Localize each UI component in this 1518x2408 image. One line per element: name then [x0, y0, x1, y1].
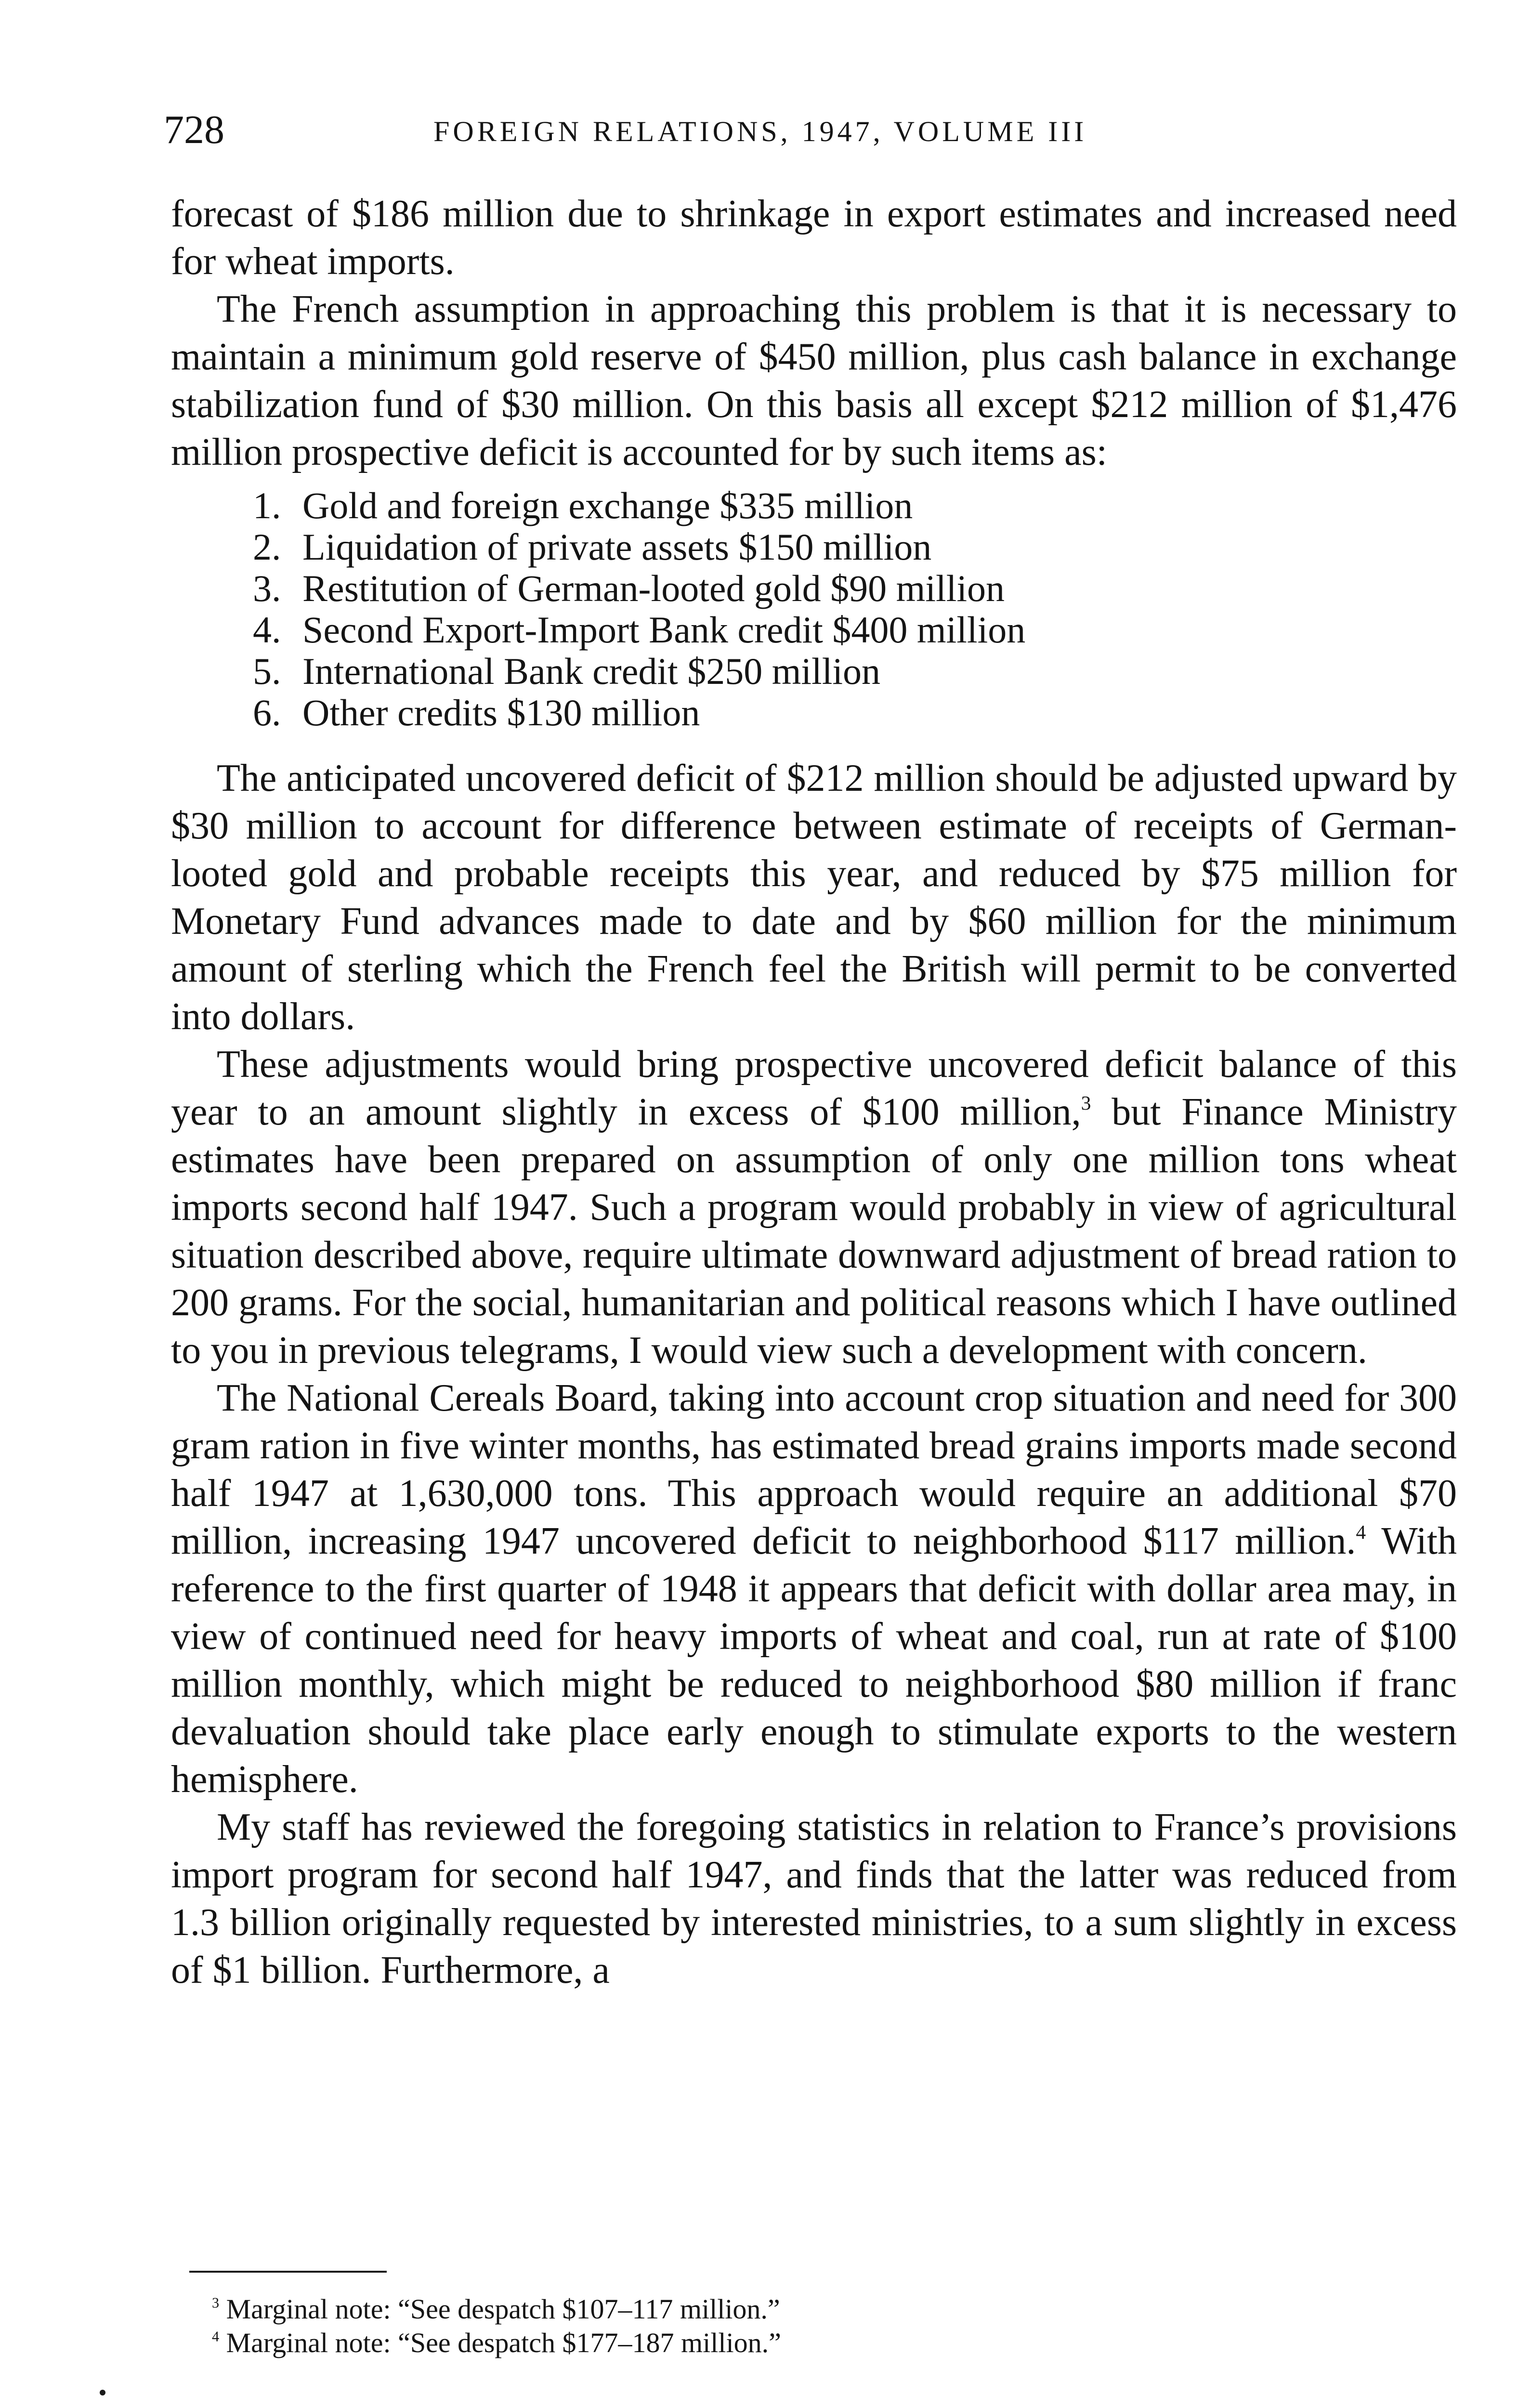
list-item	[253, 692, 1457, 733]
footnote-marker: 3	[212, 2294, 220, 2311]
list-item	[253, 651, 1457, 692]
list-item-number: 3.	[253, 567, 281, 609]
list-item-text: Other credits $130 million	[302, 692, 700, 733]
footnote-text: Marginal note: “See despatch $107–117 million.”	[226, 2293, 780, 2325]
list-item	[253, 609, 1457, 651]
running-title: FOREIGN RELATIONS, 1947, VOLUME III	[433, 116, 1087, 147]
paragraph-4	[171, 1041, 1457, 1374]
list-item-number: 6.	[253, 692, 281, 733]
list-item-number: 4.	[253, 609, 281, 651]
paragraph-5-part-1: The National Cereals Board, taking into account crop situation and need for 300 gram ration in five winter months, has estimated bread grains imports made second half 1947 at 1,630,000 tons. This approach would require an additional $70 million, increasing 1947 uncovered deficit to neighborhood $117 million.	[171, 1377, 1457, 1562]
footnote-divider	[189, 2271, 387, 2273]
paragraph-1: forecast of $186 million due to shrinkage in export estimates and increased need for wheat imports.	[171, 193, 1457, 283]
scan-mark	[100, 2390, 105, 2395]
paragraph-5-part-2: With reference to the first quarter of 1948 it appears that deficit with dollar area may, in view of continued need for heavy imports of wheat and coal, run at rate of $100 million monthly, which might be reduced to neighborhood $80 million if franc devaluation should take place early enough to stimulate exports to the western hemisphere.	[171, 1520, 1457, 1801]
list-item-text: Second Export-Import Bank credit $400 million	[302, 609, 1026, 651]
paragraph-2: The French assumption in approaching this problem is that it is necessary to maintain a minimum gold reserve of $450 million, plus cash balance in exchange stabilization fund of $30 million. On this basis all except $212 million of $1,476 million prospective deficit is accounted for by such items as:	[171, 288, 1457, 473]
list-item-text: Restitution of German-looted gold $90 million	[302, 567, 1005, 609]
footnote-ref-4[interactable]: 4	[1356, 1520, 1366, 1543]
list-item-text: Liquidation of private assets $150 million	[302, 526, 932, 568]
paragraph-5	[171, 1374, 1457, 1804]
paragraph-3: The anticipated uncovered deficit of $212 million should be adjusted upward by $30 million to account for difference between estimate of receipts of German-looted gold and probable receipts this year, and reduced by $75 million for Monetary Fund advances made to date and by $60 million for the minimum amount of sterling which the French feel the British will permit to be converted into dollars.	[171, 757, 1457, 1038]
list-item	[253, 526, 1457, 568]
footnote-marker: 4	[212, 2328, 220, 2345]
list-item	[253, 485, 1457, 526]
page-number: 728	[164, 107, 224, 152]
footnote-text: Marginal note: “See despatch $177–187 million.”	[226, 2327, 781, 2358]
list-item-text: Gold and foreign exchange $335 million	[302, 484, 913, 526]
footnotes	[212, 2292, 1368, 2360]
footnote	[212, 2326, 1368, 2360]
list-item-text: International Bank credit $250 million	[302, 650, 881, 692]
body-text	[171, 190, 1457, 1994]
running-head	[164, 104, 1445, 157]
paragraph-4-part-2: but Finance Ministry estimates have been prepared on assumption of only one million tons wheat imports second half 1947. Such a program would probably in view of agricultural situation described above, require ultimate downward adjustment of bread ration to 200 grams. For the social, humanitarian and political reasons which I have outlined to you in previous telegrams, I would view such a development with concern.	[171, 1091, 1457, 1372]
paragraph-4-part-1: These adjustments would bring prospective uncovered deficit balance of this year to an amount slightly in excess of $100 million,	[171, 1043, 1457, 1133]
footnote	[212, 2292, 1368, 2326]
list-item-number: 5.	[253, 650, 281, 692]
list-item	[253, 568, 1457, 609]
list-item-number: 2.	[253, 526, 281, 568]
footnote-ref-3[interactable]: 3	[1081, 1091, 1091, 1114]
deficit-items-list	[171, 485, 1457, 733]
list-item-number: 1.	[253, 484, 281, 526]
paragraph-6: My staff has reviewed the foregoing statistics in relation to France’s provisions import program for second half 1947, and finds that the latter was reduced from 1.3 billion originally requested by interested ministries, to a sum slightly in excess of $1 billion. Furthermore, a	[171, 1806, 1457, 1991]
